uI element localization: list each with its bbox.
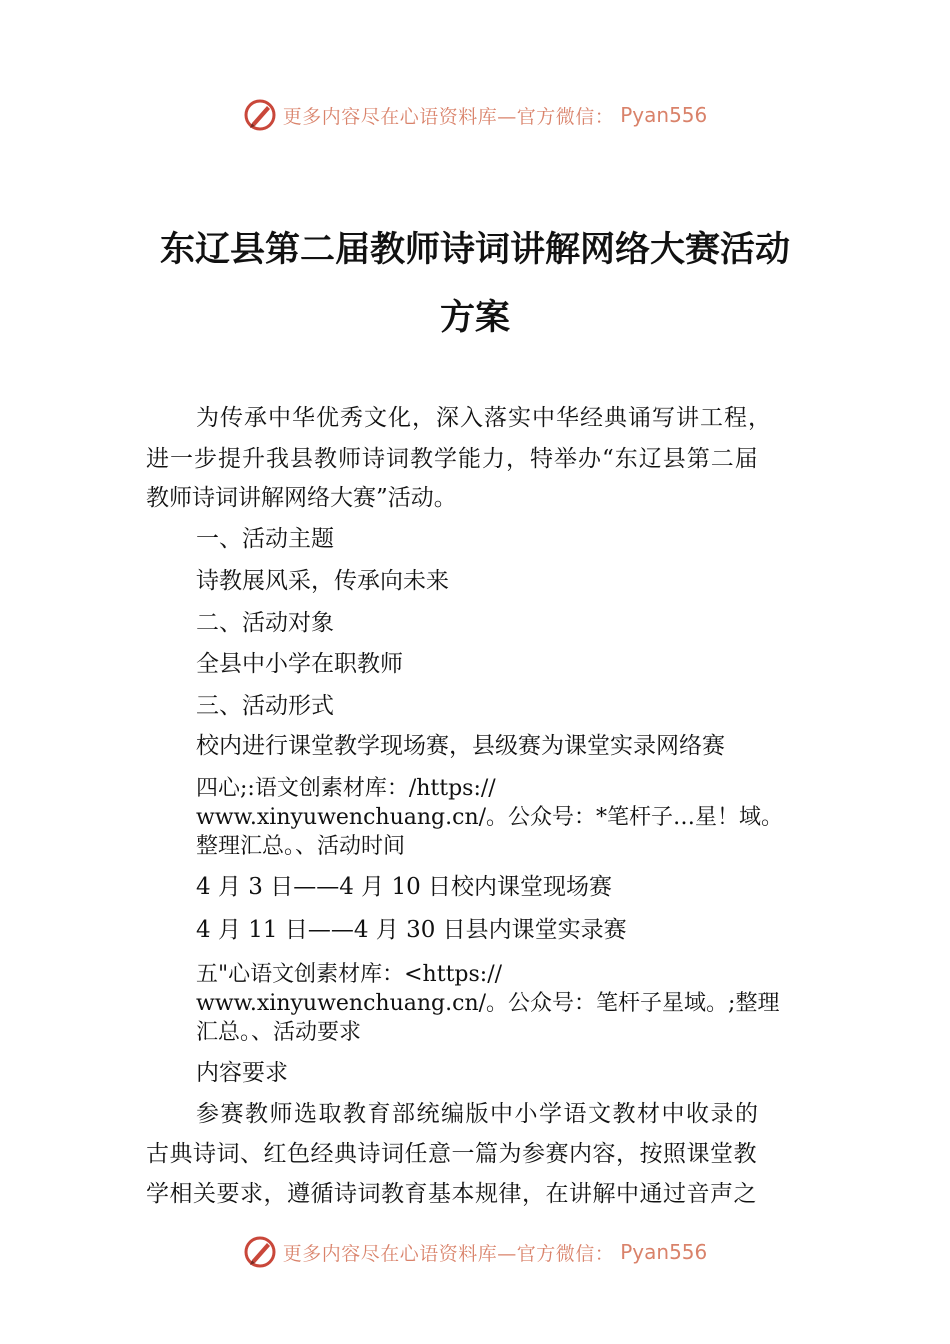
section-heading-time-line-2: www.xinyuwenchuang.cn/。公众号：*笔杆子…星！域。 xyxy=(196,805,784,830)
section-heading-req-line-3: 汇总。、活动要求 xyxy=(196,1020,362,1045)
banner-text: 更多内容尽在心语资料库—官方微信： xyxy=(282,1242,615,1265)
section-heading-req-line-1: 五"心语文创素材库：<https:// xyxy=(196,962,503,987)
time-item-2: 4 月 11 日——4 月 30 日县内课堂实录赛 xyxy=(196,917,627,943)
req-line-1: 参赛教师选取教育部统编版中小学语文教材中收录的 xyxy=(196,1101,760,1127)
req-subheading: 内容要求 xyxy=(196,1060,288,1086)
section-heading-time-line-1: 四心;:语文创素材库：/https:// xyxy=(196,776,496,801)
intro-line-1: 为传承中华优秀文化，深入落实中华经典诵写讲工程， xyxy=(196,405,772,431)
form-text: 校内进行课堂教学现场赛，县级赛为课堂实录网络赛 xyxy=(196,733,725,759)
theme-text: 诗教展风采，传承向未来 xyxy=(196,568,449,594)
section-heading-time-line-3: 整理汇总。、活动时间 xyxy=(196,834,406,859)
banner-wechat-id: Pyan556 xyxy=(620,1240,708,1264)
section-heading-target: 二、活动对象 xyxy=(196,610,334,636)
watermark-banner-bottom xyxy=(0,1232,950,1272)
req-line-2: 古典诗词、红色经典诗词任意一篇为参赛内容，按照课堂教 xyxy=(146,1141,757,1167)
section-heading-form: 三、活动形式 xyxy=(196,693,334,719)
time-item-1: 4 月 3 日——4 月 10 日校内课堂现场赛 xyxy=(196,874,613,900)
target-text: 全县中小学在职教师 xyxy=(196,651,403,677)
section-heading-req-line-2: www.xinyuwenchuang.cn/。公众号：笔杆子星域。;整理 xyxy=(196,991,780,1016)
section-heading-theme: 一、活动主题 xyxy=(196,526,334,552)
watermark-banner-top xyxy=(0,95,950,135)
intro-line-3: 教师诗词讲解网络大赛”活动。 xyxy=(146,485,457,511)
banner-text: 更多内容尽在心语资料库—官方微信： xyxy=(282,105,615,128)
intro-line-2: 进一步提升我县教师诗词教学能力，特举办“东辽县第二届 xyxy=(146,446,759,472)
pen-logo-icon xyxy=(243,1235,277,1269)
document-title-line-1: 东辽县第二届教师诗词讲解网络大赛活动 xyxy=(159,229,790,270)
banner-wechat-id: Pyan556 xyxy=(620,103,708,127)
document-title-line-2: 方案 xyxy=(439,297,510,338)
req-line-3: 学相关要求，遵循诗词教育基本规律，在讲解中通过音声之 xyxy=(146,1181,757,1207)
pen-logo-icon xyxy=(243,98,277,132)
